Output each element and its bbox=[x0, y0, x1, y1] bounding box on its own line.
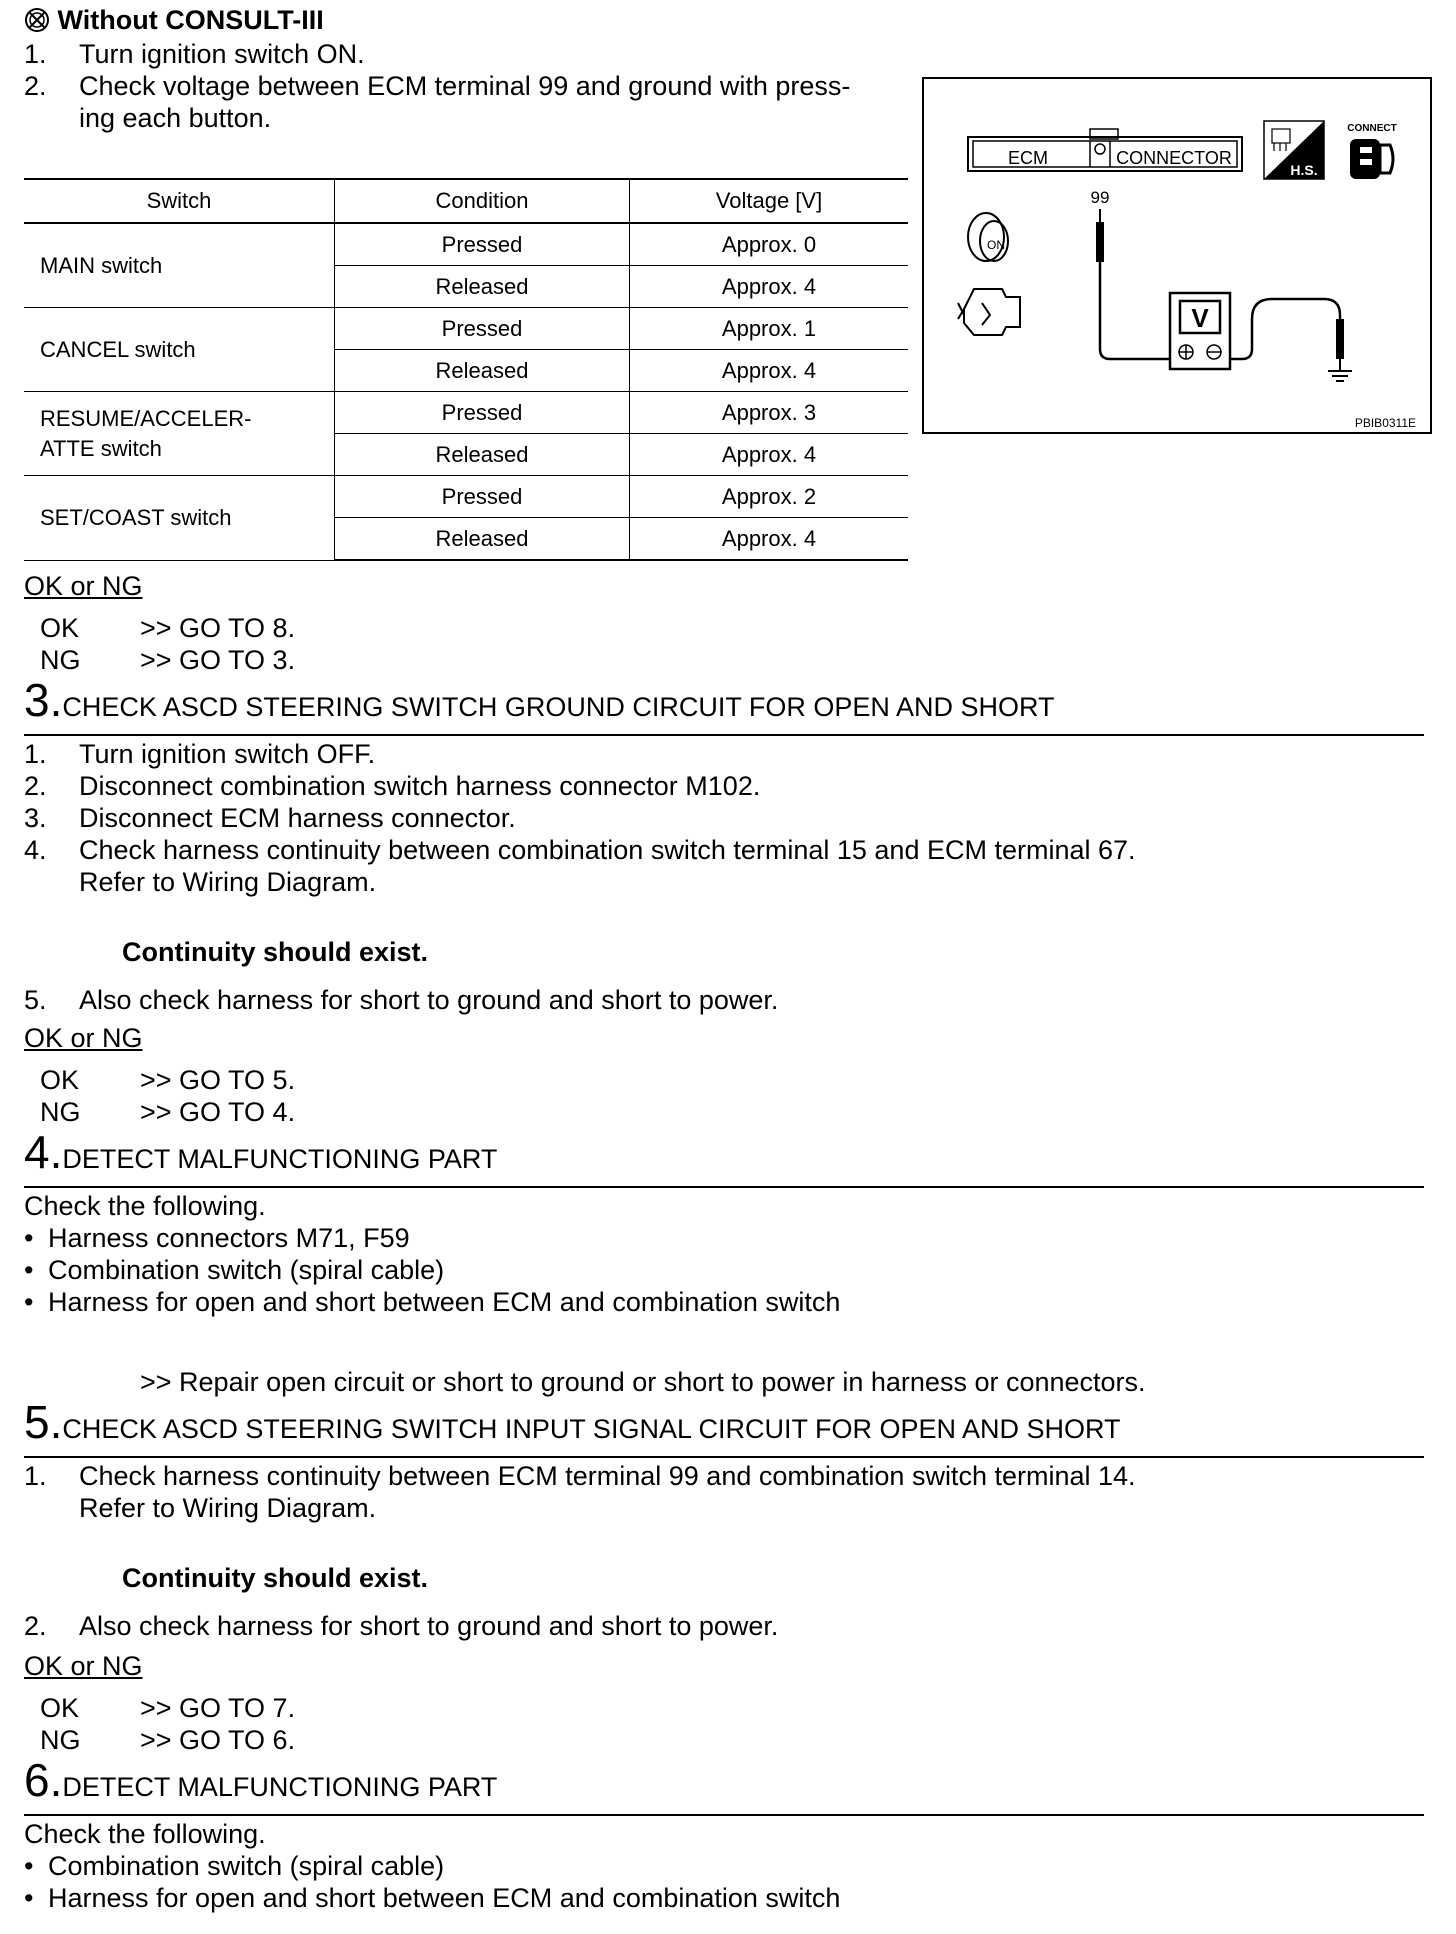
list-item-text: Harness for open and short between ECM and combination switch bbox=[48, 1287, 841, 1317]
result-ok bbox=[24, 1064, 295, 1096]
figure-reference: PBIB0311E bbox=[1354, 416, 1416, 430]
voltmeter-icon bbox=[1170, 293, 1230, 369]
intro-step bbox=[24, 102, 271, 134]
meter-label: V bbox=[1191, 303, 1209, 333]
step-3-title bbox=[24, 674, 1055, 726]
voltage-cell: Approx. 4 bbox=[630, 350, 909, 392]
switch-cell bbox=[24, 476, 335, 561]
section-divider bbox=[24, 1814, 1424, 1816]
wiring-diagram bbox=[922, 77, 1432, 434]
condition-cell: Released bbox=[335, 518, 630, 561]
voltage-table bbox=[24, 178, 908, 561]
result-ng bbox=[24, 644, 295, 676]
voltage-cell: Approx. 4 bbox=[630, 518, 909, 561]
step-4-title bbox=[24, 1126, 498, 1178]
step-5-title bbox=[24, 1396, 1121, 1448]
repair-action: >> Repair open circuit or short to ground or short to power in harness or connectors. bbox=[140, 1367, 1146, 1397]
step-item bbox=[24, 834, 1136, 866]
connector-label: CONNECTOR bbox=[1116, 148, 1232, 168]
result-label: OK or NG bbox=[24, 1023, 143, 1053]
step-number: 1. bbox=[24, 39, 47, 69]
switch-name: ATTE switch bbox=[40, 435, 162, 461]
switch-cell bbox=[24, 308, 335, 392]
connect-icon bbox=[1347, 123, 1396, 179]
no-consult-icon bbox=[24, 7, 50, 33]
switch-name: MAIN switch bbox=[40, 252, 163, 278]
ground-wire bbox=[1230, 299, 1344, 371]
intro-step bbox=[24, 70, 850, 102]
step-item bbox=[24, 770, 760, 802]
step-item bbox=[24, 984, 778, 1016]
ecm-label: ECM bbox=[1008, 148, 1048, 168]
list-item: • Harness for open and short between ECM and combination switch bbox=[24, 1883, 841, 1913]
column-header: Condition bbox=[335, 179, 630, 223]
switch-name: RESUME/ACCELER- bbox=[40, 405, 252, 431]
item-number: 4. bbox=[24, 835, 47, 865]
item-number: 2. bbox=[24, 1611, 47, 1641]
result-key: NG bbox=[40, 1097, 81, 1127]
spec-note: Continuity should exist. bbox=[122, 1563, 429, 1593]
step-number: 2. bbox=[24, 71, 47, 101]
step-item bbox=[24, 866, 376, 898]
wiring-diagram-svg bbox=[924, 79, 1430, 432]
result-ok bbox=[24, 612, 295, 644]
step-title-text: CHECK ASCD STEERING SWITCH INPUT SIGNAL CIRCUIT FOR OPEN AND SHORT bbox=[62, 1414, 1121, 1444]
result-link[interactable]: >> GO TO 5. bbox=[140, 1065, 296, 1095]
section-divider bbox=[24, 734, 1424, 736]
table-row bbox=[24, 223, 908, 266]
result-key: OK bbox=[40, 1065, 80, 1095]
result-key: NG bbox=[40, 1725, 81, 1755]
hs-label: H.S. bbox=[1290, 162, 1318, 178]
list-item: • Combination switch (spiral cable) bbox=[24, 1255, 445, 1285]
item-text: Check harness continuity between ECM terminal 99 and combination switch terminal 14. bbox=[79, 1461, 1136, 1491]
step-6-title bbox=[24, 1754, 498, 1806]
switch-name: SET/COAST switch bbox=[40, 504, 232, 530]
condition-cell: Released bbox=[335, 266, 630, 308]
table-row bbox=[24, 308, 908, 350]
list-item-text: Combination switch (spiral cable) bbox=[48, 1851, 445, 1881]
ecm-connector bbox=[968, 129, 1242, 171]
step-title-text: DETECT MALFUNCTIONING PART bbox=[62, 1144, 498, 1174]
column-header: Voltage [V] bbox=[630, 179, 909, 223]
item-text: Disconnect ECM harness connector. bbox=[79, 803, 516, 833]
voltage-cell: Approx. 4 bbox=[630, 434, 909, 476]
probe-wire bbox=[1096, 209, 1170, 359]
switch-cell bbox=[24, 392, 335, 476]
step-item bbox=[24, 1610, 778, 1642]
condition-cell: Pressed bbox=[335, 308, 630, 350]
list-item: • Harness for open and short between ECM and combination switch bbox=[24, 1287, 841, 1317]
result-key: OK bbox=[40, 1693, 80, 1723]
item-number: 1. bbox=[24, 739, 47, 769]
result-key: NG bbox=[40, 645, 81, 675]
ignition-key-icon bbox=[968, 213, 1008, 261]
item-text: Refer to Wiring Diagram. bbox=[79, 1493, 377, 1523]
list-item: • Combination switch (spiral cable) bbox=[24, 1851, 445, 1881]
switch-cell bbox=[24, 223, 335, 308]
result-link[interactable]: >> GO TO 6. bbox=[140, 1725, 296, 1755]
step-number: 6. bbox=[24, 1754, 63, 1806]
list-item-text: Combination switch (spiral cable) bbox=[48, 1255, 445, 1285]
result-link[interactable]: >> GO TO 3. bbox=[140, 645, 296, 675]
item-text: Disconnect combination switch harness connector M102. bbox=[79, 771, 761, 801]
result-link[interactable]: >> GO TO 8. bbox=[140, 613, 296, 643]
connect-label: CONNECT bbox=[1347, 123, 1397, 134]
item-text: Turn ignition switch OFF. bbox=[79, 739, 376, 769]
item-number: 5. bbox=[24, 985, 47, 1015]
step-item bbox=[24, 802, 516, 834]
result-label: OK or NG bbox=[24, 1651, 143, 1681]
on-label: ON bbox=[987, 238, 1005, 252]
intro-step bbox=[24, 38, 365, 70]
voltage-cell: Approx. 1 bbox=[630, 308, 909, 350]
item-number: 1. bbox=[24, 1461, 47, 1491]
item-number: 3. bbox=[24, 803, 47, 833]
list-item: • Harness connectors M71, F59 bbox=[24, 1223, 410, 1253]
step-number: 5. bbox=[24, 1396, 63, 1448]
check-intro: Check the following. bbox=[24, 1191, 266, 1221]
condition-cell: Pressed bbox=[335, 392, 630, 434]
section-divider bbox=[24, 1186, 1424, 1188]
table-row bbox=[24, 392, 908, 434]
step-title-text: DETECT MALFUNCTIONING PART bbox=[62, 1772, 498, 1802]
result-link[interactable]: >> GO TO 7. bbox=[140, 1693, 296, 1723]
consult-heading-text: Without CONSULT-III bbox=[57, 5, 324, 35]
condition-cell: Released bbox=[335, 434, 630, 476]
result-ng bbox=[24, 1724, 295, 1756]
voltage-cell: Approx. 2 bbox=[630, 476, 909, 518]
condition-cell: Released bbox=[335, 350, 630, 392]
check-intro: Check the following. bbox=[24, 1819, 266, 1849]
result-ok bbox=[24, 1692, 295, 1724]
item-number: 2. bbox=[24, 771, 47, 801]
step-number: 3. bbox=[24, 674, 63, 726]
column-header: Switch bbox=[24, 179, 335, 223]
ground-icon bbox=[1328, 371, 1352, 381]
step-text: Check voltage between ECM terminal 99 and ground with press- bbox=[79, 71, 851, 101]
consult-heading bbox=[24, 4, 324, 36]
step-item bbox=[24, 1492, 376, 1524]
result-ng bbox=[24, 1096, 295, 1128]
step-text: ing each button. bbox=[79, 103, 272, 133]
condition-cell: Pressed bbox=[335, 223, 630, 266]
step-number: 4. bbox=[24, 1126, 63, 1178]
result-label: OK or NG bbox=[24, 571, 143, 601]
switch-name: CANCEL switch bbox=[40, 336, 196, 362]
step-title-text: CHECK ASCD STEERING SWITCH GROUND CIRCUIT FOR OPEN AND SHORT bbox=[62, 692, 1055, 722]
harness-sensor-icon bbox=[1264, 121, 1324, 179]
item-text: Also check harness for short to ground and short to power. bbox=[79, 985, 779, 1015]
voltage-cell: Approx. 3 bbox=[630, 392, 909, 434]
terminal-label: 99 bbox=[1090, 188, 1110, 207]
engine-icon bbox=[958, 289, 1020, 335]
item-text: Refer to Wiring Diagram. bbox=[79, 867, 377, 897]
section-divider bbox=[24, 1456, 1424, 1458]
result-key: OK bbox=[40, 613, 80, 643]
voltage-cell: Approx. 0 bbox=[630, 223, 909, 266]
spec-note: Continuity should exist. bbox=[122, 937, 429, 967]
table-row bbox=[24, 476, 908, 518]
step-text: Turn ignition switch ON. bbox=[79, 39, 365, 69]
item-text: Also check harness for short to ground and short to power. bbox=[79, 1611, 779, 1641]
list-item-text: Harness for open and short between ECM and combination switch bbox=[48, 1883, 841, 1913]
step-item bbox=[24, 1460, 1136, 1492]
voltage-cell: Approx. 4 bbox=[630, 266, 909, 308]
step-item bbox=[24, 738, 375, 770]
list-item-text: Harness connectors M71, F59 bbox=[48, 1223, 410, 1253]
condition-cell: Pressed bbox=[335, 476, 630, 518]
result-link[interactable]: >> GO TO 4. bbox=[140, 1097, 296, 1127]
table-header-row bbox=[24, 179, 908, 223]
item-text: Check harness continuity between combination switch terminal 15 and ECM terminal 67. bbox=[79, 835, 1136, 865]
